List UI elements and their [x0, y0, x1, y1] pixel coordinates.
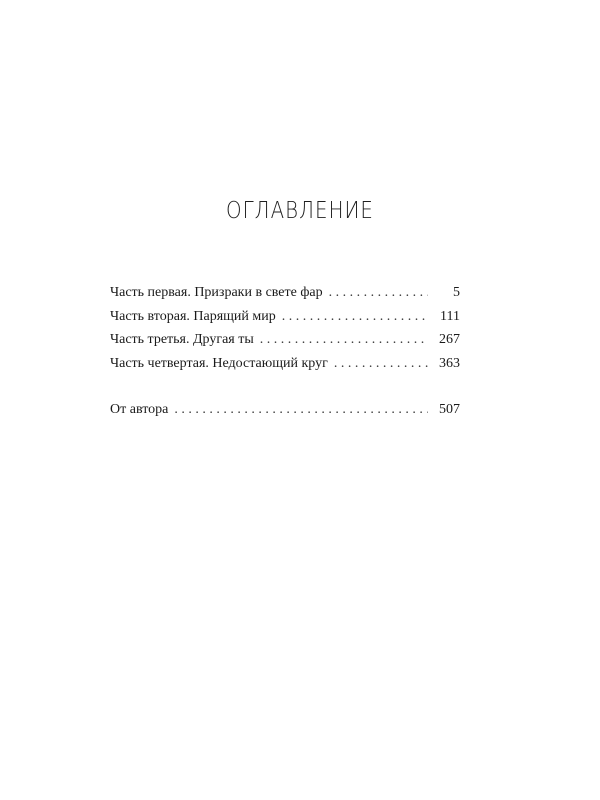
- toc-entry-label: Часть первая. Призраки в свете фар: [110, 285, 323, 300]
- toc-dot-leader: [260, 332, 428, 348]
- toc-entry-page: 111: [440, 308, 460, 324]
- toc-entry-label: Часть третья. Другая ты: [110, 332, 254, 347]
- toc-entry: [110, 356, 460, 380]
- toc-dot-leader: [334, 356, 428, 372]
- toc-entry-label: Часть четвертая. Недостающий круг: [110, 355, 328, 371]
- toc-entry-page: 507: [439, 402, 460, 417]
- toc-entry: [110, 309, 460, 333]
- toc-dot-leader: [174, 402, 428, 418]
- toc-entry-page: 267: [439, 332, 460, 347]
- toc-entry: [110, 402, 460, 426]
- toc-dot-leader: [329, 285, 428, 301]
- toc-dot-leader: [282, 309, 428, 325]
- toc-entry: [110, 285, 460, 309]
- toc-entry-label: От автора: [110, 402, 169, 417]
- toc-entry-page: 5: [453, 285, 460, 300]
- table-of-contents: [110, 285, 460, 426]
- toc-entry-label: Часть вторая. Парящий мир: [110, 308, 276, 324]
- toc-entry-page: 363: [439, 355, 460, 371]
- toc-title: ОГЛАВЛЕНИЕ: [226, 198, 374, 224]
- toc-entry: [110, 332, 460, 356]
